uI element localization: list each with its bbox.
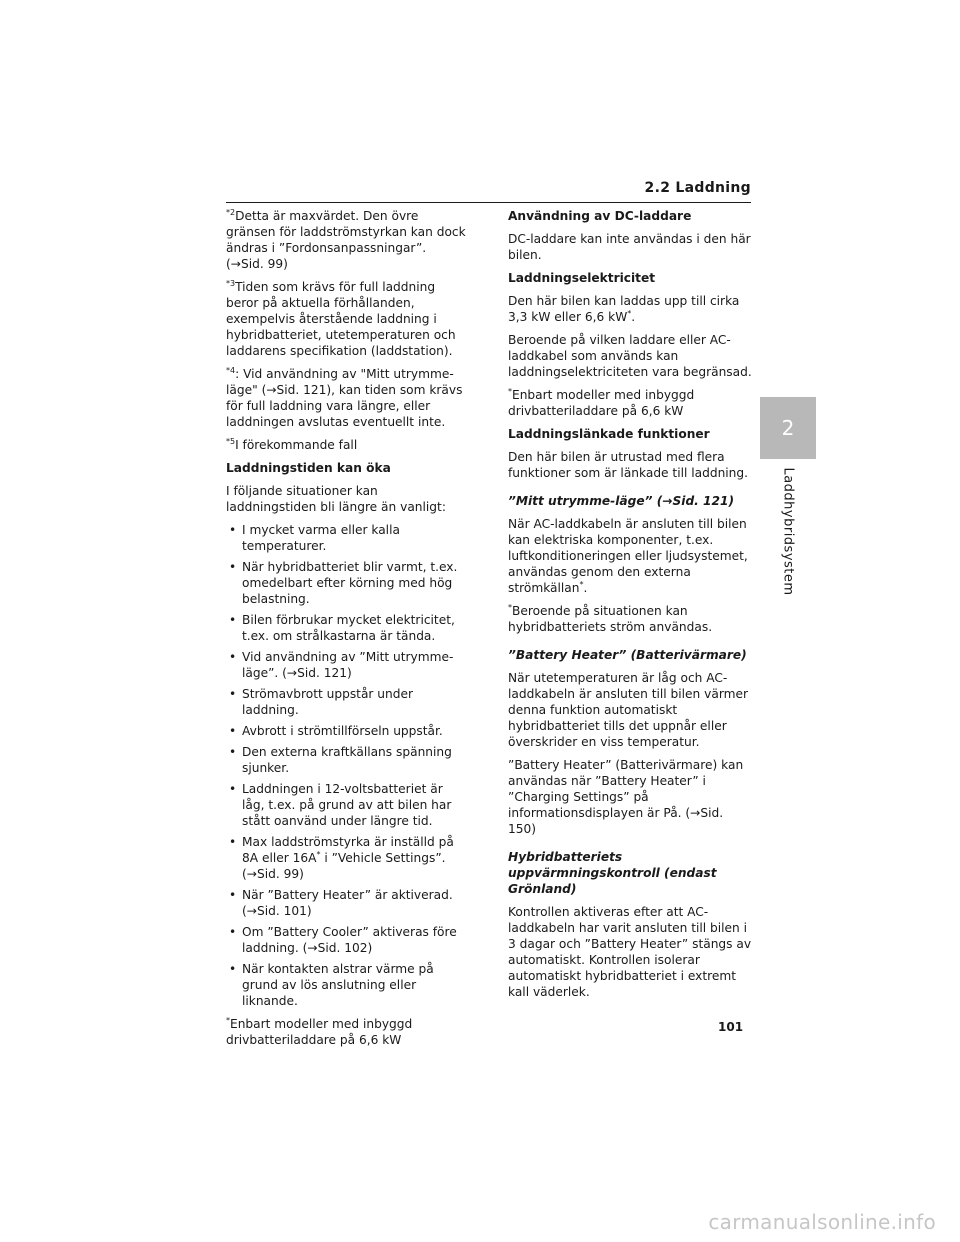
footnote-4 bbox=[226, 366, 466, 430]
footnote-text: I förekommande fall bbox=[235, 438, 358, 452]
footnote-mark: * bbox=[316, 849, 321, 859]
my-room-mode-heading: ”Mitt utrymme-läge” (→Sid. 121) bbox=[508, 494, 735, 508]
list-item: • Laddningen i 12-voltsbatteriet är låg, t.ex. på grund av att bilen har stått oanvänd under längre tid. bbox=[226, 781, 466, 829]
dc-charger-heading: Användning av DC-laddare bbox=[508, 209, 692, 223]
paragraph-text: När AC-laddkabeln är ansluten till bilen kan elektriska komponenter, t.ex. luftkonditioneringen eller ljudsystemet, användas genom den externa strömkällan bbox=[508, 517, 748, 595]
heating-control-text: Kontrollen aktiveras efter att AC-laddkabeln har varit ansluten till bilen i 3 dagar och ”Battery Heater” stängs av automatiskt. Kontrollen isolerar automatiskt hybridbatteriet i extremt kall väderlek. bbox=[508, 905, 752, 999]
left-column bbox=[226, 208, 466, 1055]
footnote-mark: * bbox=[508, 602, 512, 612]
linked-functions-heading: Laddningslänkade funktioner bbox=[508, 427, 710, 441]
footnote-mark: *4 bbox=[226, 365, 236, 375]
footnote-power bbox=[508, 387, 753, 419]
charging-power-text-2: Beroende på vilken laddare eller AC-laddkabel som används kan laddningselektriciteten vara begränsad. bbox=[508, 333, 752, 379]
footnote-text: : Vid användning av "Mitt utrymme-läge" (→Sid. 121), kan tiden som krävs för full laddning vara längre, eller laddningen avslutas eventuellt inte. bbox=[226, 367, 463, 429]
list-item: • Avbrott i strömtillförseln uppstår. bbox=[226, 723, 466, 739]
footnote-mark: * bbox=[579, 579, 584, 589]
dc-charger-text: DC-laddare kan inte användas i den här bilen. bbox=[508, 232, 751, 262]
list-item: • Om ”Battery Cooler” aktiveras före laddning. (→Sid. 102) bbox=[226, 924, 466, 956]
battery-heater-text-2: ”Battery Heater” (Batterivärmare) kan användas när ”Battery Heater” i ”Charging Settings” på informationsdisplayen är På. (→Sid. 150) bbox=[508, 758, 744, 836]
battery-heater-text-1: När utetemperaturen är låg och AC-laddkabeln är ansluten till bilen värmer denna funktion automatiskt hybridbatteriet tills det uppnår eller överskrider en viss temperatur. bbox=[508, 671, 749, 749]
list-item-text: Max laddströmstyrka är inställd på 8A eller 16A bbox=[242, 835, 454, 865]
my-room-mode-text bbox=[508, 516, 753, 596]
section-title: 2.2 Laddning bbox=[644, 180, 751, 196]
footnote-3 bbox=[226, 279, 466, 359]
footnote-mark: *2 bbox=[226, 207, 236, 217]
list-item bbox=[226, 834, 466, 882]
footnote-mymode bbox=[508, 603, 753, 635]
footnote-text: Detta är maxvärdet. Den övre gränsen för laddströmstyrkan kan dock ändras i ”Fordonsanpassningar”. (→Sid. 99) bbox=[226, 209, 466, 271]
heating-control-heading: Hybridbatteriets uppvärmningskontroll (endast Grönland) bbox=[508, 850, 717, 896]
list-item: • När ”Battery Heater” är aktiverad. (→Sid. 101) bbox=[226, 887, 466, 919]
charging-power-heading: Laddningselektricitet bbox=[508, 271, 656, 285]
section-header bbox=[226, 180, 751, 203]
footnote-mark: *5 bbox=[226, 436, 236, 446]
chapter-tab bbox=[760, 397, 816, 459]
footnote-2 bbox=[226, 208, 466, 272]
footnote-5 bbox=[226, 437, 466, 453]
list-item: • I mycket varma eller kalla temperaturer. bbox=[226, 522, 466, 554]
footnote-text: Tiden som krävs för full laddning beror på aktuella förhållanden, exempelvis återstående laddning i hybridbatteriet, utetemperaturen och laddarens specifikation (laddstation). bbox=[226, 280, 456, 358]
chapter-label-text: Laddhybridsystem bbox=[780, 466, 796, 596]
charging-power-text bbox=[508, 293, 753, 325]
footnote-mark: * bbox=[508, 386, 512, 396]
charging-time-intro: I följande situationer kan laddningstiden bli längre än vanligt: bbox=[226, 484, 446, 514]
right-column bbox=[508, 208, 753, 1007]
battery-heater-heading: ”Battery Heater” (Batterivärmare) bbox=[508, 648, 747, 662]
list-item-text: i ”Vehicle Settings”. (→Sid. 99) bbox=[242, 851, 446, 881]
paragraph-text: Den här bilen kan laddas upp till cirka 3,3 kW eller 6,6 kW bbox=[508, 294, 740, 324]
footnote-mark: * bbox=[627, 308, 632, 318]
list-item: • Bilen förbrukar mycket elektricitet, t.ex. om strålkastarna är tända. bbox=[226, 612, 466, 644]
charging-time-heading: Laddningstiden kan öka bbox=[226, 461, 391, 475]
list-item: • Den externa kraftkällans spänning sjunker. bbox=[226, 744, 466, 776]
list-item: • När hybridbatteriet blir varmt, t.ex. omedelbart efter körning med hög belastning. bbox=[226, 559, 466, 607]
paragraph-text: . bbox=[583, 581, 588, 595]
footnote-text: Enbart modeller med inbyggd drivbatteriladdare på 6,6 kW bbox=[508, 388, 695, 418]
charging-time-list bbox=[226, 522, 466, 1009]
footnote-text: Beroende på situationen kan hybridbatteriets ström användas. bbox=[508, 604, 713, 634]
watermark: carmanualsonline.info bbox=[708, 1210, 936, 1234]
list-item: • När kontakten alstrar värme på grund av lös anslutning eller liknande. bbox=[226, 961, 466, 1009]
paragraph-text: . bbox=[631, 310, 636, 324]
linked-functions-text: Den här bilen är utrustad med flera funktioner som är länkade till laddning. bbox=[508, 450, 749, 480]
footnote-mark: *3 bbox=[226, 278, 236, 288]
list-item: • Vid användning av ”Mitt utrymme-läge”. (→Sid. 121) bbox=[226, 649, 466, 681]
chapter-label bbox=[764, 466, 812, 596]
page-number: 101 bbox=[718, 1020, 744, 1034]
footnote-star bbox=[226, 1016, 466, 1048]
chapter-number: 2 bbox=[781, 416, 795, 440]
list-item: • Strömavbrott uppstår under laddning. bbox=[226, 686, 466, 718]
footnote-text: Enbart modeller med inbyggd drivbatteriladdare på 6,6 kW bbox=[226, 1017, 413, 1047]
footnote-mark: * bbox=[226, 1015, 230, 1025]
